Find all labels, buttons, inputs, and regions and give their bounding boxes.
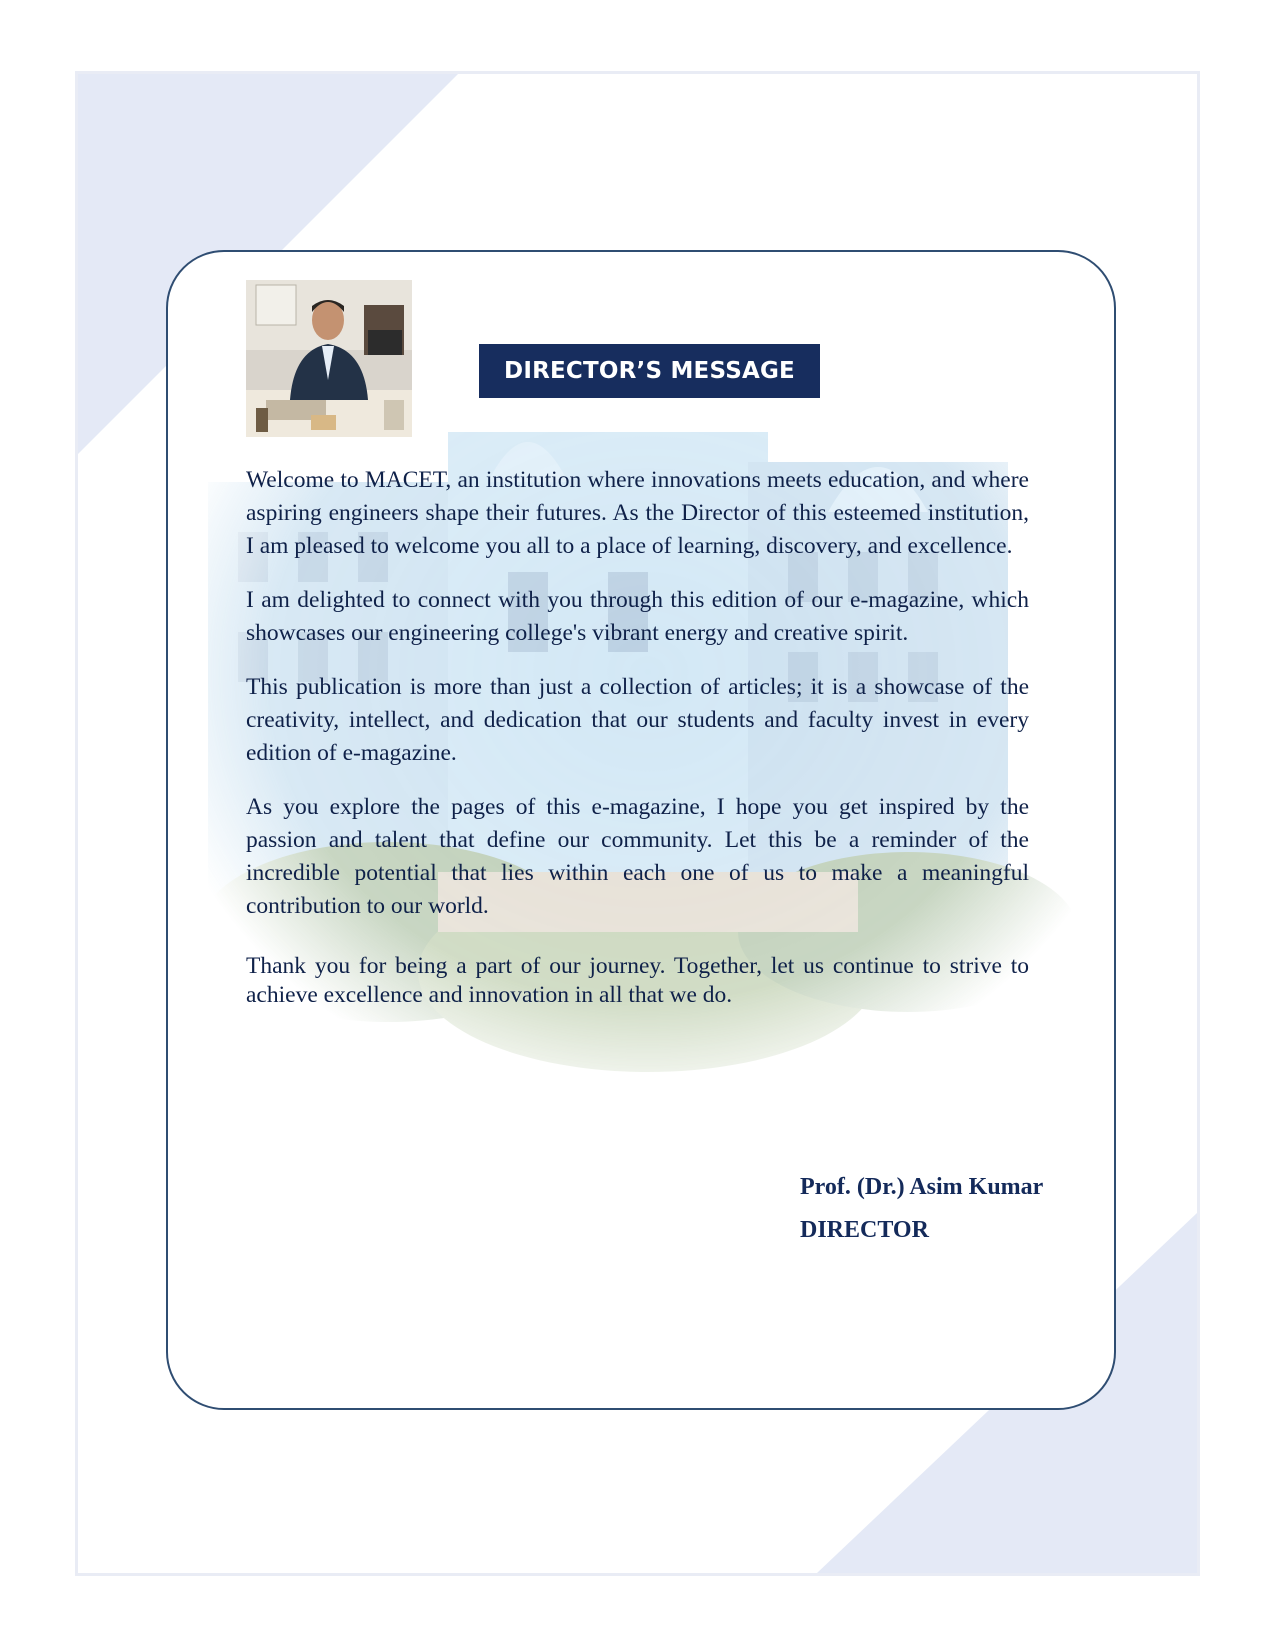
signature-title: DIRECTOR — [800, 1217, 929, 1243]
message-body — [246, 464, 1029, 1031]
paragraph: I am delighted to connect with you through this edition of our e-magazine, which showcases our engineering college's vibrant energy and creative spirit. — [246, 587, 1029, 646]
paragraph: As you explore the pages of this e-magazine, I hope you get inspired by the passion and talent that define our community. Let this be a reminder of the incredible potential that lies within each one of us to make a meaningful contribution to our world. — [246, 794, 1029, 919]
paragraph: This publication is more than just a collection of articles; it is a showcase of the creativity, intellect, and dedication that our students and faculty invest in every edition of e-magazine. — [246, 674, 1029, 766]
signature-block — [800, 1166, 1043, 1252]
paragraph: Welcome to MACET, an institution where innovations meets education, and where aspiring engineers shape their futures. As the Director of this esteemed institution, I am pleased to welcome you all to a place of learning, discovery, and excellence. — [246, 467, 1029, 559]
signature-name: Prof. (Dr.) Asim Kumar — [800, 1174, 1044, 1200]
page-title: DIRECTOR’S MESSAGE — [479, 344, 820, 398]
paragraph: Thank you for being a part of our journey. Together, let us continue to strive to achieve excellence and innovation in all that we do. — [246, 953, 1029, 1008]
director-photo — [246, 280, 412, 437]
